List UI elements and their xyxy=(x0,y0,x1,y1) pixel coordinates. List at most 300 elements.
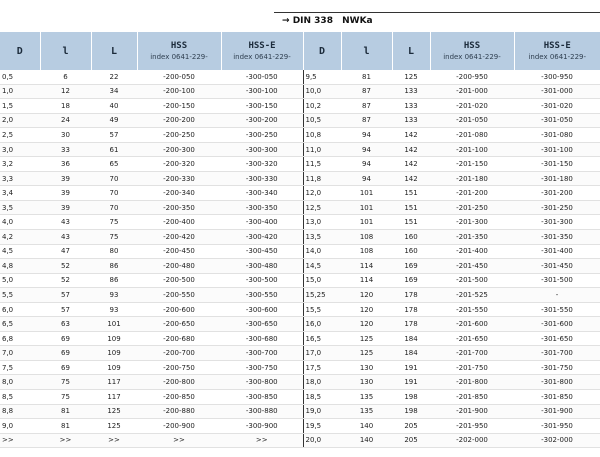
cell-L2: 142 xyxy=(392,157,430,172)
cell-L2: 133 xyxy=(392,113,430,128)
cell-d: >> xyxy=(0,433,40,448)
table-row xyxy=(0,84,600,99)
table-row xyxy=(0,70,600,84)
cell-hss2: -201-000 xyxy=(430,84,514,99)
cell-d: 4,8 xyxy=(0,259,40,274)
cell-d2: 17,5 xyxy=(303,360,341,375)
cell-hss: -200-850 xyxy=(137,390,221,405)
cell-d2: 14,5 xyxy=(303,259,341,274)
col-header-L-right: L xyxy=(392,32,430,70)
cell-l: 43 xyxy=(40,230,91,245)
cell-hsse2: -301-350 xyxy=(514,230,600,245)
table-row xyxy=(0,186,600,201)
col-header-hss-left: HSS index 0641-229- xyxy=(137,32,221,70)
cell-hsse: -300-450 xyxy=(221,244,303,259)
table-row xyxy=(0,390,600,405)
cell-d2: 10,0 xyxy=(303,84,341,99)
cell-hss2: -201-600 xyxy=(430,317,514,332)
cell-l: 52 xyxy=(40,273,91,288)
cell-hss2: -201-400 xyxy=(430,244,514,259)
cell-hsse2: -301-100 xyxy=(514,142,600,157)
cell-hss2: -201-250 xyxy=(430,200,514,215)
cell-hss2: -201-100 xyxy=(430,142,514,157)
cell-hss2: -201-200 xyxy=(430,186,514,201)
cell-d2: 19,5 xyxy=(303,419,341,434)
cell-hss2: -201-550 xyxy=(430,302,514,317)
cell-l2: 125 xyxy=(341,346,392,361)
cell-L: 40 xyxy=(91,99,137,114)
cell-hsse2: -301-700 xyxy=(514,346,600,361)
cell-L: 75 xyxy=(91,215,137,230)
cell-hsse2: -301-900 xyxy=(514,404,600,419)
col-header-d-left: D xyxy=(0,32,40,70)
cell-hss2: -201-750 xyxy=(430,360,514,375)
cell-L2: 133 xyxy=(392,84,430,99)
cell-l2: 140 xyxy=(341,433,392,448)
cell-hss2: -201-700 xyxy=(430,346,514,361)
cell-d2: 16,0 xyxy=(303,317,341,332)
cell-d2: 10,8 xyxy=(303,128,341,143)
cell-L: 86 xyxy=(91,259,137,274)
cell-d2: 17,0 xyxy=(303,346,341,361)
table-row xyxy=(0,404,600,419)
table-row xyxy=(0,113,600,128)
cell-l2: 94 xyxy=(341,171,392,186)
table-row xyxy=(0,288,600,303)
cell-d: 1,5 xyxy=(0,99,40,114)
cell-d2: 13,5 xyxy=(303,230,341,245)
cell-d2: 16,5 xyxy=(303,331,341,346)
cell-d2: 12,5 xyxy=(303,200,341,215)
cell-d: 6,5 xyxy=(0,317,40,332)
cell-L2: 169 xyxy=(392,273,430,288)
cell-L: 49 xyxy=(91,113,137,128)
cell-hsse2: -301-020 xyxy=(514,99,600,114)
cell-L: 86 xyxy=(91,273,137,288)
cell-hsse: -300-350 xyxy=(221,200,303,215)
cell-l2: 101 xyxy=(341,200,392,215)
cell-hss: -200-650 xyxy=(137,317,221,332)
cell-l2: 101 xyxy=(341,186,392,201)
cell-d2: 15,25 xyxy=(303,288,341,303)
cell-d2: 12,0 xyxy=(303,186,341,201)
table-row xyxy=(0,128,600,143)
cell-d2: 11,0 xyxy=(303,142,341,157)
cell-hss2: -201-020 xyxy=(430,99,514,114)
cell-L: 80 xyxy=(91,244,137,259)
cell-d: 2,5 xyxy=(0,128,40,143)
cell-hss2: -200-950 xyxy=(430,70,514,84)
cell-hss: -200-150 xyxy=(137,99,221,114)
cell-L: 57 xyxy=(91,128,137,143)
cell-L2: 184 xyxy=(392,331,430,346)
cell-L: >> xyxy=(91,433,137,448)
table-row xyxy=(0,317,600,332)
cell-hss2: -201-180 xyxy=(430,171,514,186)
cell-d2: 14,0 xyxy=(303,244,341,259)
cell-d: 5,5 xyxy=(0,288,40,303)
cell-hsse: -300-320 xyxy=(221,157,303,172)
cell-hss2: -202-000 xyxy=(430,433,514,448)
col-header-hsse-left: HSS-E index 0641-229- xyxy=(221,32,303,70)
cell-hsse2: -301-180 xyxy=(514,171,600,186)
cell-d2: 11,5 xyxy=(303,157,341,172)
standard-header xyxy=(274,12,600,29)
cell-l2: 114 xyxy=(341,273,392,288)
cell-hsse2: -301-000 xyxy=(514,84,600,99)
cell-hsse: -300-600 xyxy=(221,302,303,317)
cell-L: 70 xyxy=(91,200,137,215)
table-row xyxy=(0,331,600,346)
cell-L: 61 xyxy=(91,142,137,157)
cell-L: 93 xyxy=(91,288,137,303)
cell-hss: -200-100 xyxy=(137,84,221,99)
col-header-hss-right: HSS index 0641-229- xyxy=(430,32,514,70)
cell-hss: -200-450 xyxy=(137,244,221,259)
cell-hss: -200-880 xyxy=(137,404,221,419)
cell-hsse2: -301-550 xyxy=(514,302,600,317)
table-body xyxy=(0,70,600,448)
col-header-L-left: L xyxy=(91,32,137,70)
cell-d: 3,0 xyxy=(0,142,40,157)
cell-d: 8,8 xyxy=(0,404,40,419)
cell-L: 70 xyxy=(91,186,137,201)
cell-d: 3,5 xyxy=(0,200,40,215)
cell-l2: 94 xyxy=(341,142,392,157)
cell-L2: 151 xyxy=(392,200,430,215)
cell-hss2: -201-950 xyxy=(430,419,514,434)
cell-hss: -200-200 xyxy=(137,113,221,128)
cell-d2: 15,5 xyxy=(303,302,341,317)
table-row xyxy=(0,360,600,375)
cell-L2: 160 xyxy=(392,230,430,245)
cell-l2: 87 xyxy=(341,99,392,114)
table-row xyxy=(0,375,600,390)
cell-hsse2: -301-600 xyxy=(514,317,600,332)
cell-hss2: -201-525 xyxy=(430,288,514,303)
cell-hsse: -300-800 xyxy=(221,375,303,390)
cell-hsse2: -301-080 xyxy=(514,128,600,143)
table-row xyxy=(0,215,600,230)
cell-l2: 120 xyxy=(341,302,392,317)
cell-d: 2,0 xyxy=(0,113,40,128)
cell-l2: 108 xyxy=(341,230,392,245)
cell-l: 52 xyxy=(40,259,91,274)
cell-hsse: -300-880 xyxy=(221,404,303,419)
cell-hsse: -300-300 xyxy=(221,142,303,157)
cell-hss2: -201-150 xyxy=(430,157,514,172)
cell-L2: 198 xyxy=(392,390,430,405)
drill-spec-table xyxy=(0,32,600,448)
cell-l2: 130 xyxy=(341,375,392,390)
cell-L: 70 xyxy=(91,171,137,186)
cell-hss: -200-420 xyxy=(137,230,221,245)
cell-d: 6,8 xyxy=(0,331,40,346)
cell-hss: -200-250 xyxy=(137,128,221,143)
cell-hss: -200-500 xyxy=(137,273,221,288)
cell-L: 117 xyxy=(91,375,137,390)
cell-L: 109 xyxy=(91,360,137,375)
cell-l2: 135 xyxy=(341,404,392,419)
cell-hsse: -300-680 xyxy=(221,331,303,346)
cell-d: 0,5 xyxy=(0,70,40,84)
cell-L2: 191 xyxy=(392,375,430,390)
col-header-hsse-right: HSS-E index 0641-229- xyxy=(514,32,600,70)
cell-l: 63 xyxy=(40,317,91,332)
cell-l2: 114 xyxy=(341,259,392,274)
cell-l2: 120 xyxy=(341,288,392,303)
cell-hss: -200-700 xyxy=(137,346,221,361)
cell-hsse: -300-700 xyxy=(221,346,303,361)
cell-hss: -200-900 xyxy=(137,419,221,434)
cell-d: 7,5 xyxy=(0,360,40,375)
cell-L: 93 xyxy=(91,302,137,317)
cell-hsse2: -301-300 xyxy=(514,215,600,230)
cell-hsse: -300-650 xyxy=(221,317,303,332)
cell-l: 39 xyxy=(40,171,91,186)
cell-d: 1,0 xyxy=(0,84,40,99)
table-header xyxy=(0,32,600,70)
cell-l: 12 xyxy=(40,84,91,99)
cell-hss: -200-800 xyxy=(137,375,221,390)
cell-l: 57 xyxy=(40,302,91,317)
cell-L: 75 xyxy=(91,230,137,245)
cell-L: 22 xyxy=(91,70,137,84)
cell-hsse2: -300-950 xyxy=(514,70,600,84)
cell-d2: 18,0 xyxy=(303,375,341,390)
table-row xyxy=(0,302,600,317)
table-row xyxy=(0,157,600,172)
cell-hss: -200-400 xyxy=(137,215,221,230)
cell-hsse2: -301-250 xyxy=(514,200,600,215)
table-row xyxy=(0,200,600,215)
cell-d2: 18,5 xyxy=(303,390,341,405)
cell-hsse: -300-050 xyxy=(221,70,303,84)
standard-title: DIN 338 xyxy=(292,16,333,26)
cell-L: 109 xyxy=(91,331,137,346)
cell-hss: -200-480 xyxy=(137,259,221,274)
cell-hsse2: -301-750 xyxy=(514,360,600,375)
table-row xyxy=(0,273,600,288)
cell-d2: 13,0 xyxy=(303,215,341,230)
cell-d2: 10,5 xyxy=(303,113,341,128)
cell-L2: 160 xyxy=(392,244,430,259)
cell-d: 4,5 xyxy=(0,244,40,259)
standard-subtitle: NWKa xyxy=(342,16,373,26)
table-row xyxy=(0,244,600,259)
table-row xyxy=(0,433,600,448)
cell-hsse2: -301-650 xyxy=(514,331,600,346)
cell-l2: 140 xyxy=(341,419,392,434)
cell-d: 6,0 xyxy=(0,302,40,317)
cell-hsse2: -301-150 xyxy=(514,157,600,172)
cell-hsse: -300-330 xyxy=(221,171,303,186)
cell-hsse: -300-100 xyxy=(221,84,303,99)
cell-L2: 142 xyxy=(392,128,430,143)
cell-hsse2: -301-450 xyxy=(514,259,600,274)
cell-hsse: -300-400 xyxy=(221,215,303,230)
cell-l2: 87 xyxy=(341,113,392,128)
cell-hsse2: -301-800 xyxy=(514,375,600,390)
cell-L2: 125 xyxy=(392,70,430,84)
cell-hss: -200-350 xyxy=(137,200,221,215)
cell-hsse2: -302-000 xyxy=(514,433,600,448)
cell-l: 75 xyxy=(40,375,91,390)
cell-hsse2: -301-950 xyxy=(514,419,600,434)
cell-hss: -200-330 xyxy=(137,171,221,186)
cell-l: 33 xyxy=(40,142,91,157)
cell-d: 9,0 xyxy=(0,419,40,434)
cell-hss2: -201-350 xyxy=(430,230,514,245)
cell-l: 6 xyxy=(40,70,91,84)
cell-hss2: -201-800 xyxy=(430,375,514,390)
cell-l2: 94 xyxy=(341,128,392,143)
cell-hsse2: - xyxy=(514,288,600,303)
cell-l: 39 xyxy=(40,186,91,201)
cell-L2: 205 xyxy=(392,433,430,448)
cell-d: 8,5 xyxy=(0,390,40,405)
cell-hsse2: -301-400 xyxy=(514,244,600,259)
cell-hss2: -201-300 xyxy=(430,215,514,230)
cell-L2: 178 xyxy=(392,302,430,317)
cell-hsse: -300-550 xyxy=(221,288,303,303)
cell-l2: 81 xyxy=(341,70,392,84)
col-header-l-right: l xyxy=(341,32,392,70)
cell-hss: -200-550 xyxy=(137,288,221,303)
cell-hss2: -201-050 xyxy=(430,113,514,128)
cell-d: 3,2 xyxy=(0,157,40,172)
cell-l2: 120 xyxy=(341,317,392,332)
cell-hsse2: -301-050 xyxy=(514,113,600,128)
table-row xyxy=(0,142,600,157)
cell-d: 4,2 xyxy=(0,230,40,245)
cell-l: 69 xyxy=(40,360,91,375)
cell-hsse: -300-900 xyxy=(221,419,303,434)
cell-hss: -200-750 xyxy=(137,360,221,375)
cell-L: 117 xyxy=(91,390,137,405)
cell-l2: 130 xyxy=(341,360,392,375)
cell-L2: 142 xyxy=(392,142,430,157)
cell-hss2: -201-850 xyxy=(430,390,514,405)
cell-d: 8,0 xyxy=(0,375,40,390)
arrow-icon: → xyxy=(282,16,290,26)
cell-l: 69 xyxy=(40,331,91,346)
cell-hsse: -300-850 xyxy=(221,390,303,405)
cell-L2: 133 xyxy=(392,99,430,114)
cell-L2: 142 xyxy=(392,171,430,186)
table-row xyxy=(0,259,600,274)
cell-d2: 19,0 xyxy=(303,404,341,419)
cell-d: 3,3 xyxy=(0,171,40,186)
cell-d2: 9,5 xyxy=(303,70,341,84)
cell-hss: >> xyxy=(137,433,221,448)
cell-l: 24 xyxy=(40,113,91,128)
cell-L2: 205 xyxy=(392,419,430,434)
cell-l2: 108 xyxy=(341,244,392,259)
cell-l2: 135 xyxy=(341,390,392,405)
cell-L: 34 xyxy=(91,84,137,99)
cell-hsse: -300-250 xyxy=(221,128,303,143)
cell-l: 43 xyxy=(40,215,91,230)
cell-hsse: -300-420 xyxy=(221,230,303,245)
cell-l2: 101 xyxy=(341,215,392,230)
col-header-d-right: D xyxy=(303,32,341,70)
cell-L: 65 xyxy=(91,157,137,172)
cell-hsse: -300-750 xyxy=(221,360,303,375)
cell-L: 101 xyxy=(91,317,137,332)
cell-d2: 10,2 xyxy=(303,99,341,114)
cell-d: 5,0 xyxy=(0,273,40,288)
cell-l: 81 xyxy=(40,404,91,419)
cell-hss: -200-340 xyxy=(137,186,221,201)
cell-l2: 125 xyxy=(341,331,392,346)
cell-hsse: -300-200 xyxy=(221,113,303,128)
cell-l2: 87 xyxy=(341,84,392,99)
table-row xyxy=(0,171,600,186)
cell-d: 4,0 xyxy=(0,215,40,230)
cell-L2: 151 xyxy=(392,215,430,230)
cell-hsse2: -301-850 xyxy=(514,390,600,405)
cell-hsse: >> xyxy=(221,433,303,448)
cell-d: 7,0 xyxy=(0,346,40,361)
cell-L2: 198 xyxy=(392,404,430,419)
cell-hsse2: -301-200 xyxy=(514,186,600,201)
cell-l: 69 xyxy=(40,346,91,361)
col-header-l-left: l xyxy=(40,32,91,70)
cell-hss: -200-320 xyxy=(137,157,221,172)
cell-l2: 94 xyxy=(341,157,392,172)
cell-L2: 169 xyxy=(392,259,430,274)
cell-hsse: -300-150 xyxy=(221,99,303,114)
cell-L: 109 xyxy=(91,346,137,361)
table-row xyxy=(0,230,600,245)
cell-L2: 184 xyxy=(392,346,430,361)
cell-l: 81 xyxy=(40,419,91,434)
cell-l: 47 xyxy=(40,244,91,259)
cell-hsse: -300-500 xyxy=(221,273,303,288)
cell-l: 36 xyxy=(40,157,91,172)
table-row xyxy=(0,99,600,114)
cell-hsse: -300-480 xyxy=(221,259,303,274)
cell-L2: 178 xyxy=(392,288,430,303)
cell-d2: 15,0 xyxy=(303,273,341,288)
cell-L2: 178 xyxy=(392,317,430,332)
cell-l: 30 xyxy=(40,128,91,143)
cell-hss: -200-050 xyxy=(137,70,221,84)
cell-d2: 20,0 xyxy=(303,433,341,448)
cell-hss2: -201-450 xyxy=(430,259,514,274)
table-row xyxy=(0,346,600,361)
table-row xyxy=(0,419,600,434)
cell-L: 125 xyxy=(91,419,137,434)
cell-hss2: -201-900 xyxy=(430,404,514,419)
cell-hss: -200-300 xyxy=(137,142,221,157)
cell-L: 125 xyxy=(91,404,137,419)
cell-hss2: -201-650 xyxy=(430,331,514,346)
cell-d2: 11,8 xyxy=(303,171,341,186)
cell-l: 75 xyxy=(40,390,91,405)
cell-hsse: -300-340 xyxy=(221,186,303,201)
cell-d: 3,4 xyxy=(0,186,40,201)
cell-l: 57 xyxy=(40,288,91,303)
cell-l: >> xyxy=(40,433,91,448)
cell-l: 39 xyxy=(40,200,91,215)
cell-L2: 151 xyxy=(392,186,430,201)
cell-hss: -200-680 xyxy=(137,331,221,346)
cell-L2: 191 xyxy=(392,360,430,375)
cell-hss: -200-600 xyxy=(137,302,221,317)
cell-hss2: -201-500 xyxy=(430,273,514,288)
